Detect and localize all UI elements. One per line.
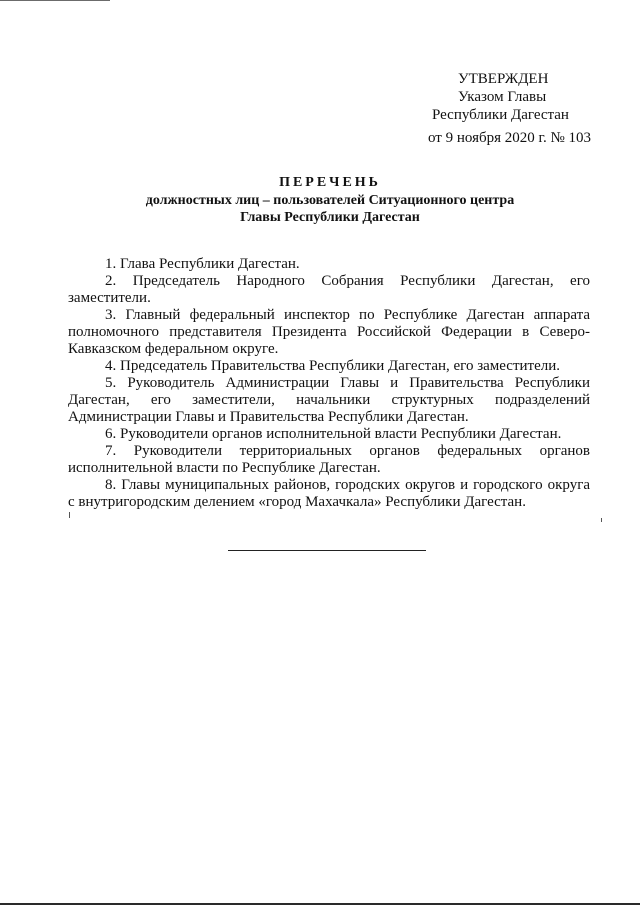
list-item-5: 5. Руководитель Администрации Главы и Правительства Республики Дагестан, его заместители, начальники структурных подразделений Администрации Главы и Правительства Республики Дагестан. xyxy=(68,375,590,425)
document-title-block xyxy=(70,174,590,226)
scan-speck xyxy=(601,518,602,522)
document-subtitle-line-1: должностных лиц – пользователей Ситуационного центра xyxy=(145,193,515,208)
scan-speck xyxy=(69,512,70,518)
list-body xyxy=(68,256,590,511)
list-item-6: 6. Руководители органов исполнительной власти Республики Дагестан. xyxy=(105,426,562,442)
approval-line-date-number: от 9 ноября 2020 г. № 103 xyxy=(428,130,592,146)
document-subtitle-line-2: Главы Республики Дагестан xyxy=(240,210,420,225)
list-item-2: 2. Председатель Народного Собрания Республики Дагестан, его заместители. xyxy=(68,273,590,306)
approval-line-decree: Указом Главы xyxy=(458,89,547,105)
list-item-4: 4. Председатель Правительства Республики Дагестан, его заместители. xyxy=(105,358,561,374)
list-item-1: 1. Глава Республики Дагестан. xyxy=(105,256,300,272)
approval-stamp-block xyxy=(420,70,620,147)
list-item-8: 8. Главы муниципальных районов, городских округов и городского округа с внутригородским делением «город Махачкала» Республики Дагестан. xyxy=(68,477,590,510)
approval-line-approved: УТВЕРЖДЕН xyxy=(458,71,549,87)
list-item-7: 7. Руководители территориальных органов федеральных органов исполнительной власти по Республике Дагестан. xyxy=(68,443,590,476)
closing-divider-line xyxy=(228,550,426,551)
scan-edge-top xyxy=(0,0,110,1)
document-title: ПЕРЕЧЕНЬ xyxy=(279,175,381,190)
approval-line-republic: Республики Дагестан xyxy=(432,107,569,123)
list-item-3: 3. Главный федеральный инспектор по Республике Дагестан аппарата полномочного представителя Президента Российской Федерации в Северо-Кавказском федеральном округе. xyxy=(68,307,590,357)
